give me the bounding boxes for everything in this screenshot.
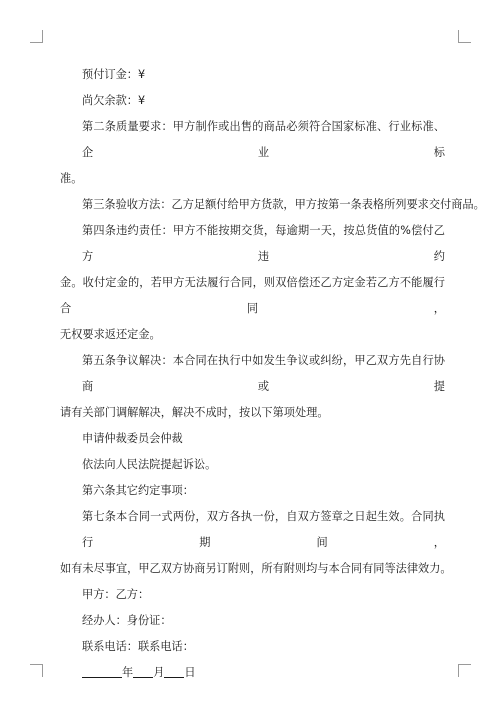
day-label: 日 (184, 666, 196, 679)
signing-date-line (60, 660, 445, 686)
document-body (60, 62, 485, 686)
article-6-line: 第六条其它约定事项： (82, 484, 194, 497)
lawsuit-option: 依法向人民法院提起诉讼。 (82, 458, 217, 471)
crop-mark-bottom-right (458, 664, 471, 677)
arbitration-option: 申请仲裁委员会仲裁 (82, 432, 183, 445)
crop-mark-top-left (30, 30, 43, 43)
year-blank (82, 665, 122, 678)
article-5-line-1: 第五条争议解决：本合同在执行中如发生争议或纠纷，甲乙双方先自行协商或提 (82, 354, 445, 393)
article-7-line-1: 第七条本合同一式两份，双方各执一份，自双方签章之日起生效。合同执行期间， (82, 510, 445, 549)
agent-id-line: 经办人：身份证： (82, 614, 172, 627)
balance-line: 尚欠余款：¥ (82, 94, 146, 107)
article-5-line-2: 请有关部门调解解决，解决不成时，按以下第项处理。 (60, 406, 329, 419)
parties-line: 甲方：乙方： (82, 588, 150, 601)
month-label: 月 (153, 666, 165, 679)
month-blank (133, 665, 153, 678)
deposit-line: 预付订金：¥ (82, 68, 146, 81)
article-4-line-3: 无权要求返还定金。 (60, 328, 161, 341)
year-label: 年 (122, 666, 134, 679)
article-2-line-1: 第二条质量要求：甲方制作或出售的商品必须符合国家标准、行业标准、企业标 (82, 120, 445, 159)
article-4-line-1: 第四条违约责任：甲方不能按期交货，每逾期一天，按总货值的%偿付乙方违约 (82, 224, 445, 263)
phone-line: 联系电话：联系电话： (82, 640, 194, 653)
article-4-line-2: 金。收付定金的，若甲方无法履行合同，则双倍偿还乙方定金若乙方不能履行合同， (60, 276, 445, 315)
article-3-line: 第三条验收方法：乙方足额付给甲方货款，甲方按第一条表格所列要求交付商品。 (82, 198, 485, 211)
article-2-line-2: 准。 (60, 172, 83, 185)
article-7-line-2: 如有未尽事宜，甲乙双方协商另订附则，所有附则均与本合同有同等法律效力。 (60, 562, 452, 575)
crop-mark-bottom-left (30, 664, 43, 677)
crop-mark-top-right (458, 30, 471, 43)
day-blank (164, 665, 184, 678)
